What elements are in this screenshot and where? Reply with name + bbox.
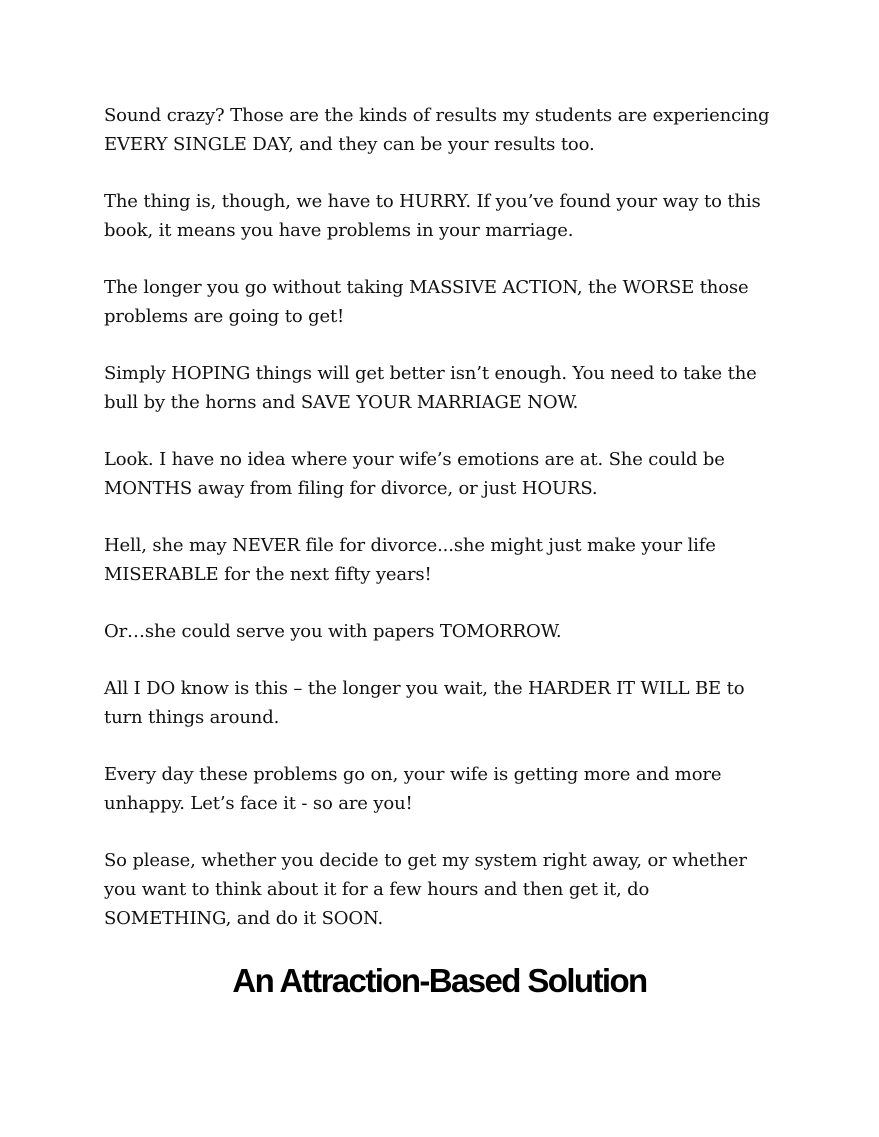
- text-line: Or…she could serve you with papers TOMORROW.: [104, 621, 562, 642]
- paragraph: [104, 445, 794, 503]
- text-line: SOMETHING, and do it SOON.: [104, 908, 384, 929]
- paragraph: [104, 674, 794, 732]
- paragraph: [104, 617, 794, 646]
- text-line: EVERY SINGLE DAY, and they can be your results too.: [104, 134, 595, 155]
- paragraph: [104, 359, 794, 417]
- text-line: MONTHS away from filing for divorce, or just HOURS.: [104, 478, 598, 499]
- text-line: book, it means you have problems in your marriage.: [104, 220, 574, 241]
- section-heading: An Attraction-Based Solution: [232, 962, 647, 999]
- paragraph: [104, 273, 794, 331]
- text-line: The thing is, though, we have to HURRY. If you’ve found your way to this: [104, 191, 761, 212]
- text-line: bull by the horns and SAVE YOUR MARRIAGE NOW.: [104, 392, 579, 413]
- text-line: So please, whether you decide to get my system right away, or whether: [104, 850, 747, 871]
- text-line: MISERABLE for the next fifty years!: [104, 564, 432, 585]
- text-line: Look. I have no idea where your wife’s emotions are at. She could be: [104, 449, 725, 470]
- paragraph: [104, 187, 794, 245]
- text-line: problems are going to get!: [104, 306, 345, 327]
- paragraph: [104, 760, 794, 818]
- body-text: [104, 101, 794, 961]
- text-line: Simply HOPING things will get better isn’t enough. You need to take the: [104, 363, 757, 384]
- text-line: All I DO know is this – the longer you wait, the HARDER IT WILL BE to: [104, 678, 745, 699]
- text-line: turn things around.: [104, 707, 280, 728]
- text-line: you want to think about it for a few hours and then get it, do: [104, 879, 650, 900]
- paragraph: [104, 531, 794, 589]
- text-line: Every day these problems go on, your wife is getting more and more: [104, 764, 722, 785]
- paragraph: [104, 101, 794, 159]
- text-line: The longer you go without taking MASSIVE ACTION, the WORSE those: [104, 277, 749, 298]
- text-line: Sound crazy? Those are the kinds of results my students are experiencing: [104, 105, 770, 126]
- text-line: Hell, she may NEVER file for divorce...she might just make your life: [104, 535, 716, 556]
- text-line: unhappy. Let’s face it - so are you!: [104, 793, 413, 814]
- paragraph: [104, 846, 794, 933]
